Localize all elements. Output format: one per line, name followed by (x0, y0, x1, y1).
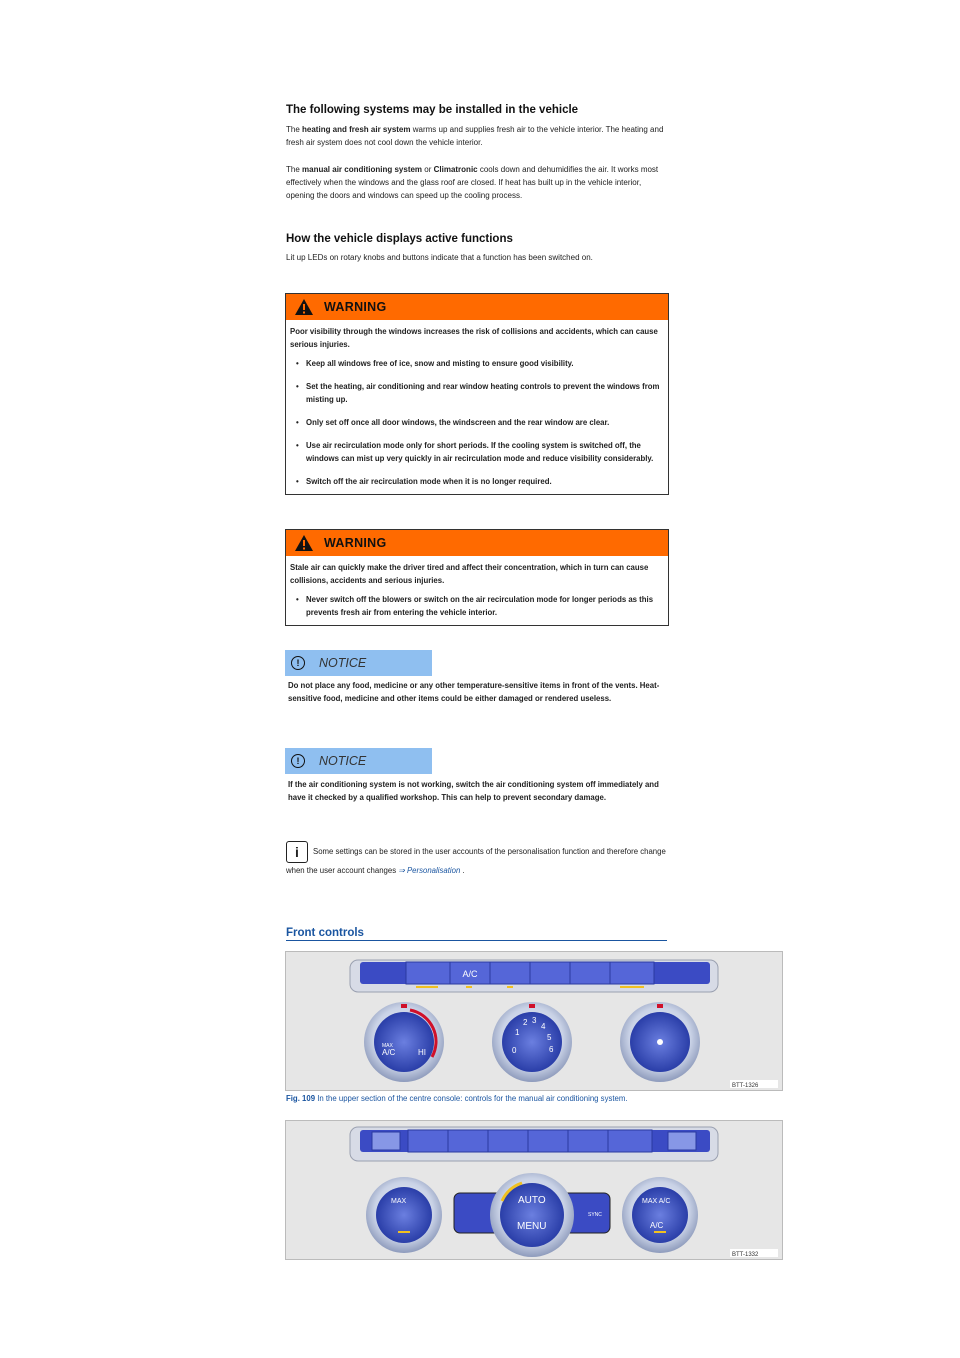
ac-button-label: A/C (462, 969, 478, 979)
climatronic-illustration (286, 1121, 782, 1259)
warning-header (286, 530, 668, 556)
knob-label: 1 (515, 1028, 520, 1037)
info-icon: i (286, 841, 308, 863)
fan-knob[interactable] (492, 1002, 572, 1082)
warning-list (290, 593, 662, 619)
caption-text: In the upper section of the centre console: controls for the manual air conditioning system. (315, 1094, 628, 1103)
knob-label: 2 (523, 1018, 528, 1027)
exclamation-circle-icon: ! (291, 754, 305, 768)
knob-label: A/C (650, 1221, 664, 1230)
knob-label: 6 (549, 1045, 554, 1054)
notice-header (285, 650, 432, 676)
info-note (286, 841, 666, 879)
warning-header (286, 294, 668, 320)
knob-label: SYNC (588, 1212, 602, 1218)
left-temperature-knob[interactable] (366, 1177, 442, 1253)
notice-title: NOTICE (319, 754, 367, 768)
warning-triangle-icon (294, 534, 314, 552)
exclamation-circle-icon: ! (291, 656, 305, 670)
knob-label: MAX (391, 1198, 407, 1205)
knob-label: HI (418, 1048, 426, 1057)
right-temperature-knob[interactable] (622, 1177, 698, 1253)
warning-intro: Poor visibility through the windows increases the risk of collisions and accidents, which can cause serious injuries. (290, 327, 658, 349)
air-distribution-knob[interactable] (620, 1002, 700, 1082)
figure-id: BTT-1332 (732, 1252, 759, 1258)
list-item: • Set the heating, air conditioning and rear window heating controls to prevent the windows from misting up. (290, 380, 662, 406)
notice-text-workshop: If the air conditioning system is not working, switch the air conditioning system off immediately and have it checked by a qualified workshop. This can help to prevent secondary damage. (288, 780, 659, 802)
warning-title: WARNING (324, 300, 387, 314)
paragraph-air-conditioning: The manual air conditioning system or Climatronic cools down and dehumidifies the air. It works most effectively when the windows and the glass roof are closed. If heat has built up in the vehicle interior, opening the doors and windows can speed up the cooling process. (286, 165, 659, 200)
knob-label: 4 (541, 1022, 546, 1031)
knob-label: AUTO (518, 1195, 546, 1206)
front-controls-heading: Front controls (286, 927, 667, 941)
temperature-knob[interactable] (364, 1002, 444, 1082)
warning-title: WARNING (324, 536, 387, 550)
list-item: • Never switch off the blowers or switch on the air recirculation mode for longer periods as this prevents fresh air from entering the vehicle interior. (290, 593, 662, 619)
personalisation-link[interactable]: ⇒ Personalisation (398, 866, 461, 875)
info-text: Some settings can be stored in the user accounts of the personalisation function and therefore change when the user account changes (286, 847, 666, 875)
section-heading-active-functions: How the vehicle displays active functions (286, 233, 513, 245)
figure-caption (286, 1094, 628, 1103)
knob-label: MAX (382, 1043, 393, 1049)
warning-intro: Stale air can quickly make the driver tired and affect their concentration, which in turn can cause collisions, accidents and serious injuries. (290, 563, 649, 585)
warning-box-visibility (285, 293, 669, 495)
figure-manual-ac (285, 951, 783, 1091)
notice-header (285, 748, 432, 774)
info-after: . (460, 866, 465, 875)
list-item: • Use air recirculation mode only for short periods. If the cooling system is switched off, the windows can mist up very quickly in air recirculation mode and reduce visibility considerably. (290, 439, 662, 465)
list-item: • Keep all windows free of ice, snow and misting to ensure good visibility. (290, 357, 662, 370)
knob-label: 5 (547, 1033, 552, 1042)
knob-label: A/C (382, 1048, 396, 1057)
paragraph-leds: Lit up LEDs on rotary knobs and buttons indicate that a function has been switched on. (286, 253, 593, 262)
list-item: • Switch off the air recirculation mode when it is no longer required. (290, 475, 662, 488)
caption-label: Fig. 109 (286, 1094, 316, 1103)
paragraph-heating-system: The heating and fresh air system warms up and supplies fresh air to the vehicle interior. The heating and fresh air system does not cool down the vehicle interior. (286, 125, 664, 147)
knob-label: MAX A/C (642, 1198, 671, 1205)
list-item: • Only set off once all door windows, the windscreen and the rear window are clear. (290, 416, 662, 429)
knob-label: 3 (532, 1016, 537, 1025)
warning-list (290, 357, 662, 488)
section-heading-systems: The following systems may be installed in the vehicle (286, 104, 579, 116)
notice-title: NOTICE (319, 656, 367, 670)
notice-text-food: Do not place any food, medicine or any other temperature-sensitive items in front of the vents. Heat-sensitive food, medicine and other items could be either damaged or rendered useless. (288, 681, 660, 703)
knob-label: MENU (517, 1221, 547, 1232)
warning-box-stale-air (285, 529, 669, 626)
warning-triangle-icon (294, 298, 314, 316)
manual-ac-illustration (286, 952, 782, 1090)
figure-id: BTT-1326 (732, 1083, 759, 1089)
figure-climatronic (285, 1120, 783, 1260)
knob-label: 0 (512, 1046, 517, 1055)
